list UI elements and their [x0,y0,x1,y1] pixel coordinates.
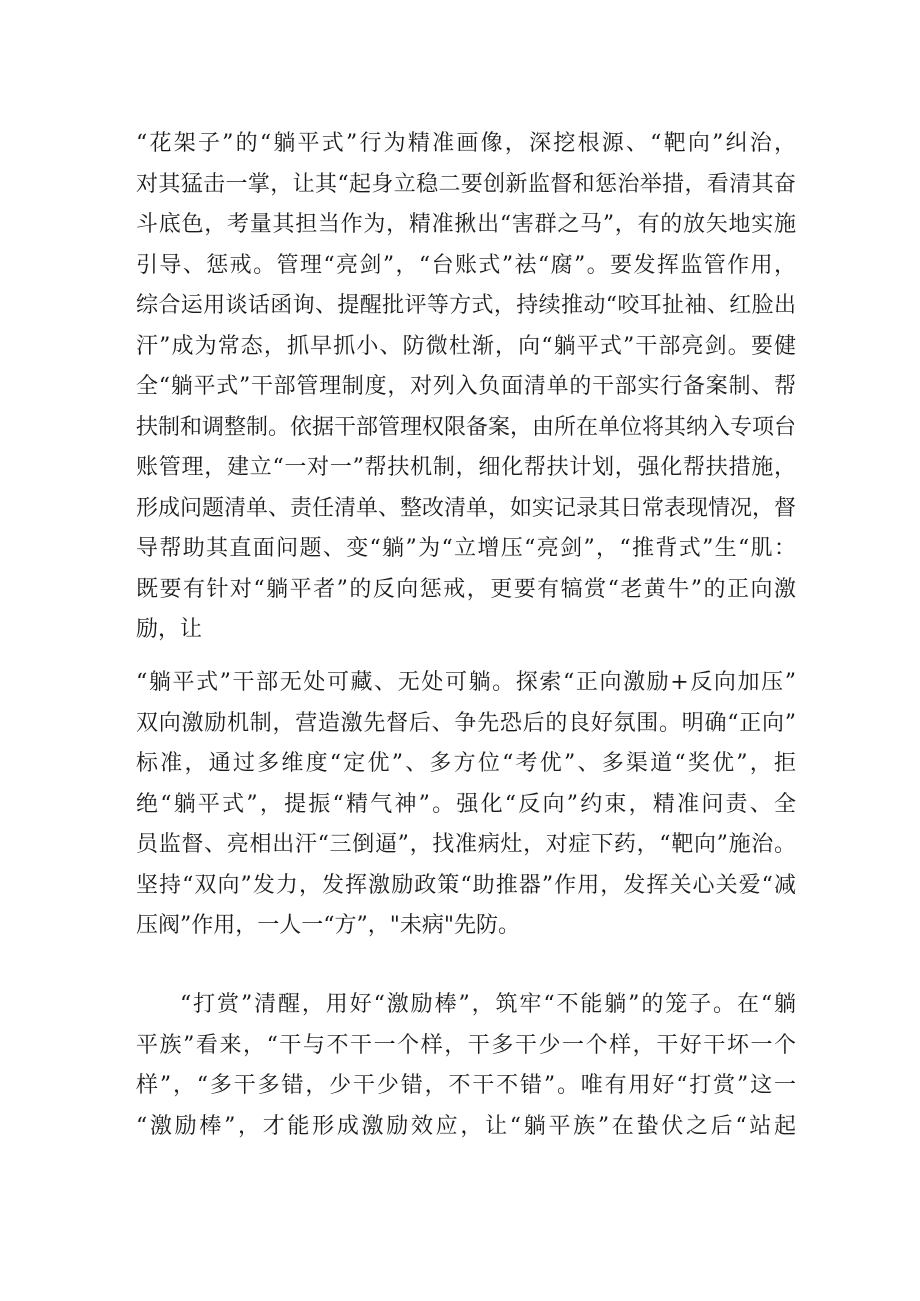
text-line: “打赏”清醒，用好“激励棒”，筑牢“不能躺”的笼子。在“躺 [180,992,796,1017]
text-line: 斗底色，考量其担当作为，精准揪出“害群之马”，有的放矢地实施 [136,212,796,237]
text-line: 坚持“双向”发力，发挥激励政策“助推器”作用，发挥关心关爱“减 [136,872,796,898]
paragraph-2 [136,663,796,947]
text-line: 汗”成为常态，抓早抓小、防微杜渐，向“躺平式”干部亮剑。要健 [136,333,796,359]
text-line: 样”，“多干多错，少干少错，不干不错”。唯有用好“打赏”这一 [136,1073,796,1098]
text-line: “躺平式”干部无处可藏、无处可躺。探索“正向激励+反向加压” [136,670,796,695]
paragraph-3 [136,985,796,1147]
text-line: 平族”看来，“干与不干一个样，干多干少一个样，干好干坏一个 [136,1032,796,1058]
text-line: 双向激励机制，营造激先督后、争先恐后的良好氛围。明确“正向” [136,710,796,736]
text-line: 员监督、亮相出汗“三倒逼”，找准病灶，对症下药，“靶向”施治。 [136,832,796,857]
text-line: 绝“躺平式”，提振“精气神”。强化“反向”约束，精准问责、全 [136,791,796,817]
text-line: 压阀”作用，一人一“方”，"未病"先防。 [136,913,520,938]
text-line: 扶制和调整制。依据干部管理权限备案，由所在单位将其纳入专项台 [136,414,796,440]
text-line: 标准，通过多维度“定优”、多方位“考优”、多渠道“奖优”，拒 [136,751,796,776]
text-line: 励，让 [136,617,203,642]
text-line: 引导、惩戒。管理“亮剑”，“台账式”祛“腐”。要发挥监管作用， [136,252,796,278]
paragraph-1 [136,124,796,651]
text-line: 形成问题清单、责任清单、整改清单，如实记录其日常表现情况，督 [136,495,796,521]
text-line: 全“躺平式”干部管理制度，对列入负面清单的干部实行备案制、帮 [136,374,796,399]
text-line: 既要有针对“躺平者”的反向惩戒，更要有犒赏“老黄牛”的正向激 [136,576,796,602]
text-line: 对其猛击一掌，让其“起身立稳二要创新监督和惩治举措，看清其奋 [136,171,796,197]
text-line: 导帮助其直面问题、变“躺”为“立增压“亮剑”，“推背式”生“肌： [136,536,796,561]
text-line: 综合运用谈话函询、提醒批评等方式，持续推动“咬耳扯袖、红脸出 [136,293,796,318]
text-line: “激励棒”，才能形成激励效应，让“躺平族”在蛰伏之后“站起 [136,1113,796,1139]
text-line: 账管理，建立“一对一”帮扶机制，细化帮扶计划，强化帮扶措施， [136,455,796,480]
text-line: “花架子”的“躺平式”行为精准画像，深挖根源、“靶向”纠治， [136,131,796,156]
